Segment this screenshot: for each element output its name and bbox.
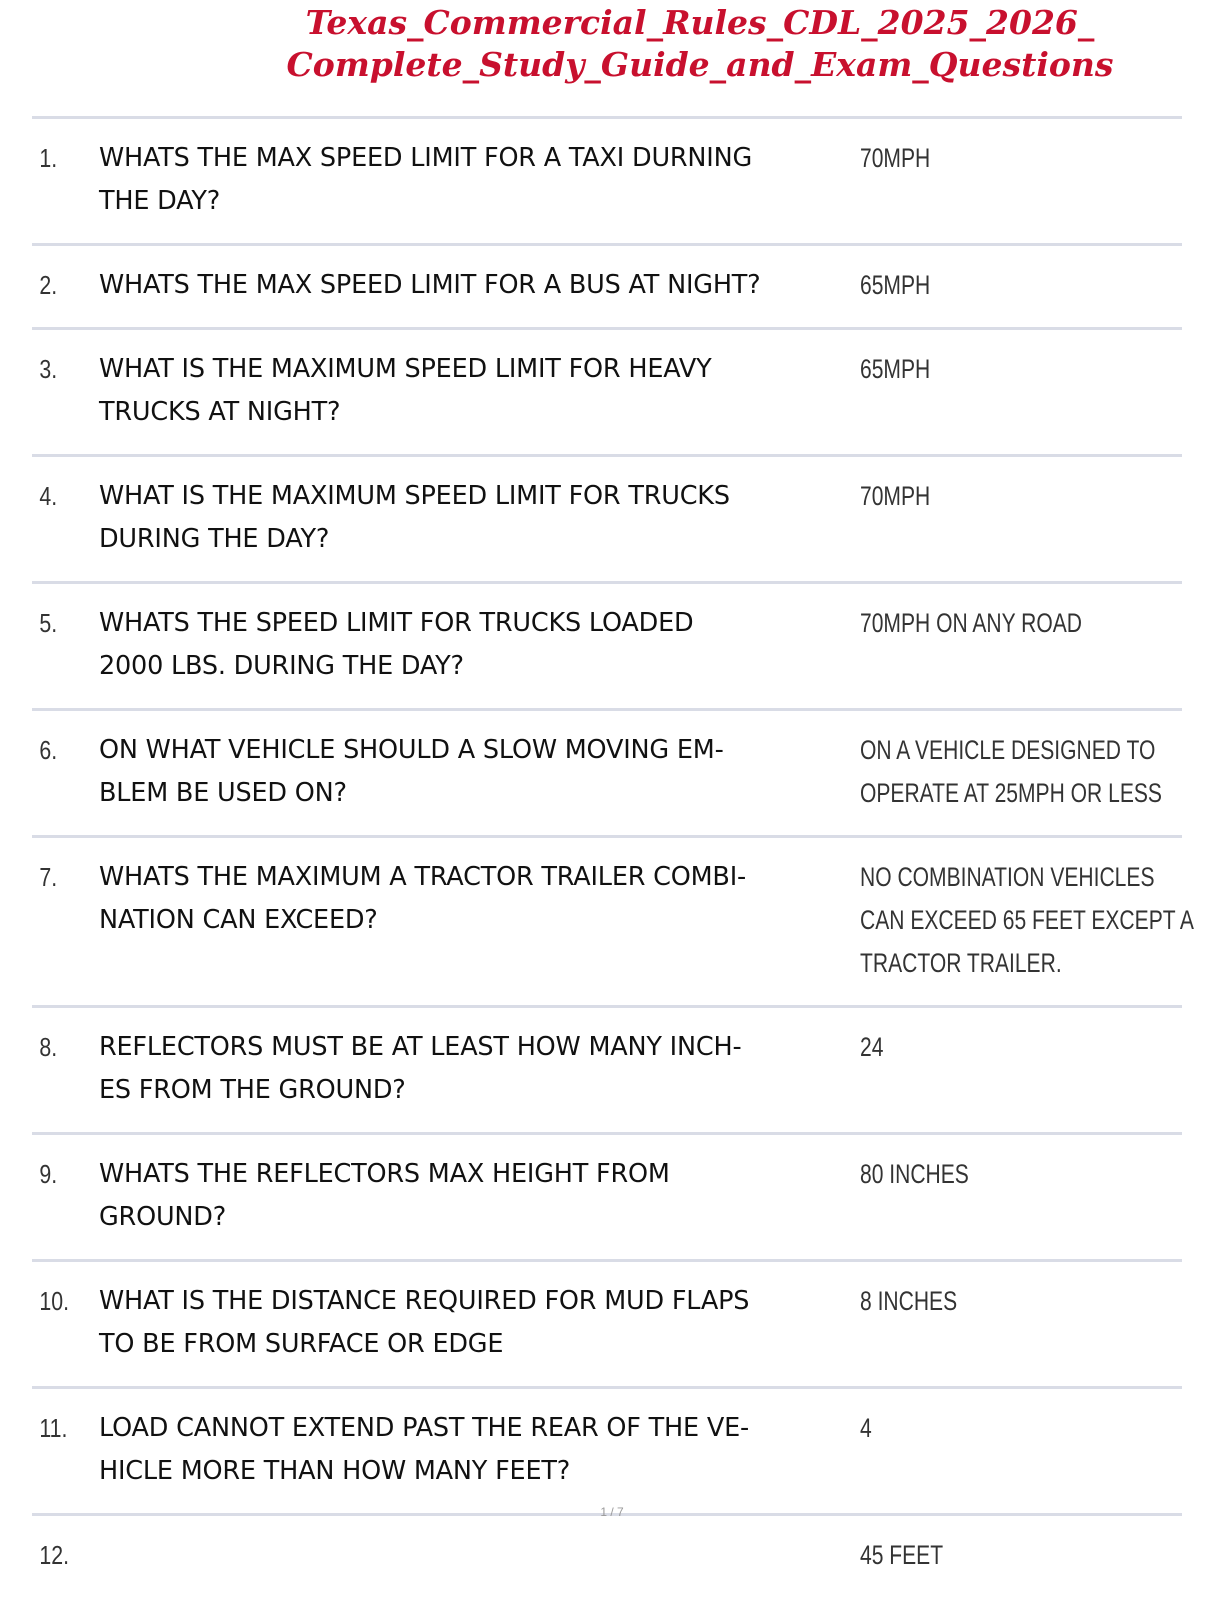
- qa-row-8: [32, 1008, 1182, 1135]
- answer-text: [860, 137, 1180, 180]
- question-line: ON WHAT VEHICLE SHOULD A SLOW MOVING EM-: [99, 735, 724, 765]
- answer-line: 65MPH: [860, 354, 931, 384]
- page-indicator: 1 / 7: [600, 1505, 624, 1519]
- question-text: [99, 1407, 860, 1493]
- answer-line: 24: [860, 1032, 884, 1062]
- question-number: 9.: [39, 1159, 58, 1189]
- answer-text: [860, 475, 1180, 518]
- answer-line: 45 FEET: [860, 1540, 944, 1570]
- document-title-line-2: Complete_Study_Guide_and_Exam_Questions: [286, 45, 1114, 84]
- qa-row-4: [32, 457, 1182, 584]
- answer-line: 8 INCHES: [860, 1286, 958, 1316]
- document-title-line-1: Texas_Commercial_Rules_CDL_2025_2026_: [305, 3, 1095, 42]
- question-number: 12.: [39, 1540, 70, 1570]
- answer-text: [860, 348, 1180, 391]
- question-line: WHATS THE MAX SPEED LIMIT FOR A TAXI DURNING: [99, 143, 753, 173]
- qa-row-9: [32, 1135, 1182, 1262]
- question-number: 7.: [39, 862, 58, 892]
- answer-line: 70MPH ON ANY ROAD: [860, 608, 1082, 638]
- question-line: WHATS THE MAX SPEED LIMIT FOR A BUS AT NIGHT?: [99, 270, 761, 300]
- qa-row-3: [32, 330, 1182, 457]
- answer-text: [860, 264, 1180, 307]
- question-number: 2.: [39, 270, 58, 300]
- answer-text: [860, 729, 1180, 815]
- question-number: 6.: [39, 735, 58, 765]
- question-line: GROUND?: [99, 1202, 227, 1232]
- qa-row-1: [32, 119, 1182, 246]
- answer-line: TRACTOR TRAILER.: [860, 948, 1062, 978]
- answer-line: 65MPH: [860, 270, 931, 300]
- answer-line: 80 INCHES: [860, 1159, 969, 1189]
- answer-line: 4: [860, 1413, 872, 1443]
- question-text: [99, 264, 860, 307]
- question-line: WHATS THE MAXIMUM A TRACTOR TRAILER COMBI-: [99, 862, 747, 892]
- question-line: TRUCKS AT NIGHT?: [99, 397, 341, 427]
- answer-line: CAN EXCEED 65 FEET EXCEPT A: [860, 905, 1194, 935]
- question-number: 3.: [39, 354, 58, 384]
- question-number: 8.: [39, 1032, 58, 1062]
- question-line: THE DAY?: [99, 186, 221, 216]
- qa-row-6: [32, 711, 1182, 838]
- answer-line: ON A VEHICLE DESIGNED TO: [860, 735, 1156, 765]
- qa-row-7: [32, 838, 1194, 1008]
- question-number: 5.: [39, 608, 58, 638]
- question-text: [99, 475, 860, 561]
- answer-text: [860, 1534, 1180, 1577]
- question-text: [99, 1026, 860, 1112]
- question-text: [99, 729, 860, 815]
- question-line: WHAT IS THE MAXIMUM SPEED LIMIT FOR HEAVY: [99, 354, 712, 384]
- question-number: 4.: [39, 481, 58, 511]
- question-line: LOAD CANNOT EXTEND PAST THE REAR OF THE VE-: [99, 1413, 749, 1443]
- question-text: [99, 602, 860, 688]
- qa-row-10: [32, 1262, 1182, 1389]
- question-line: TO BE FROM SURFACE OR EDGE: [99, 1329, 504, 1359]
- question-text: [99, 348, 860, 434]
- question-line: ES FROM THE GROUND?: [99, 1075, 406, 1105]
- question-line: HICLE MORE THAN HOW MANY FEET?: [99, 1456, 571, 1486]
- answer-text: [860, 1026, 1180, 1069]
- question-line: REFLECTORS MUST BE AT LEAST HOW MANY INCH-: [99, 1032, 742, 1062]
- qa-row-2: [32, 246, 1182, 330]
- question-line: WHATS THE REFLECTORS MAX HEIGHT FROM: [99, 1159, 670, 1189]
- answer-text: [860, 1280, 1180, 1323]
- answer-line: OPERATE AT 25MPH OR LESS: [860, 778, 1162, 808]
- question-line: 2000 LBS. DURING THE DAY?: [99, 651, 464, 681]
- question-number: 1.: [39, 143, 58, 173]
- document-title: [220, 2, 1180, 86]
- answer-text: [860, 602, 1180, 645]
- question-number: 10.: [39, 1286, 70, 1316]
- qa-row-5: [32, 584, 1182, 711]
- answer-line: NO COMBINATION VEHICLES: [860, 862, 1155, 892]
- question-line: WHAT IS THE DISTANCE REQUIRED FOR MUD FLAPS: [99, 1286, 750, 1316]
- question-text: [99, 856, 860, 942]
- question-line: BLEM BE USED ON?: [99, 778, 347, 808]
- question-text: [99, 1280, 860, 1366]
- answer-text: [860, 1407, 1180, 1450]
- answer-text: [860, 1153, 1180, 1196]
- question-answer-list: [32, 116, 1194, 1597]
- question-line: WHAT IS THE MAXIMUM SPEED LIMIT FOR TRUCKS: [99, 481, 730, 511]
- qa-row-11: [32, 1389, 1182, 1516]
- question-line: WHATS THE SPEED LIMIT FOR TRUCKS LOADED: [99, 608, 694, 638]
- question-line: DURING THE DAY?: [99, 524, 330, 554]
- question-number: 11.: [39, 1413, 68, 1443]
- qa-row-12: [32, 1516, 1182, 1597]
- answer-line: 70MPH: [860, 481, 931, 511]
- answer-text: [860, 856, 1194, 985]
- question-line: NATION CAN EXCEED?: [99, 905, 378, 935]
- answer-line: 70MPH: [860, 143, 931, 173]
- question-text: [99, 137, 860, 223]
- question-text: [99, 1153, 860, 1239]
